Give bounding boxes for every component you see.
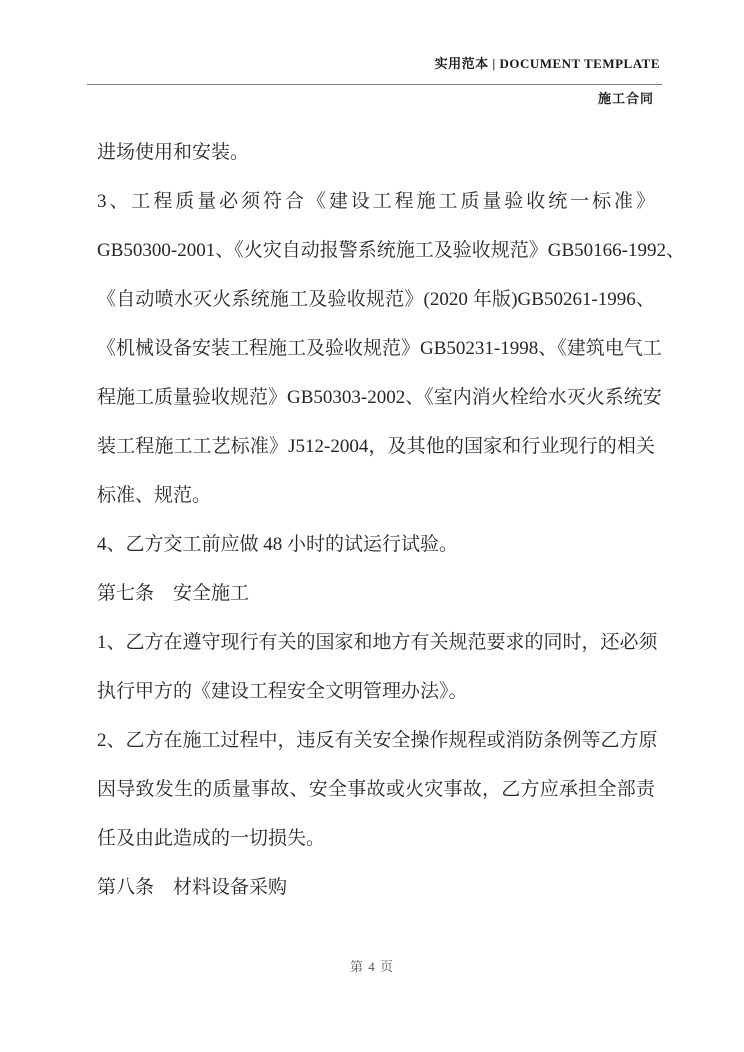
- header-brand: 实用范本 | DOCUMENT TEMPLATE: [434, 56, 660, 71]
- body-line: 标准、规范。: [97, 485, 212, 506]
- section-heading: 第七条 安全施工: [97, 583, 250, 604]
- body-line: 程施工质量验收规范》GB50303-2002、《室内消火栓给水灭火系统安: [97, 387, 662, 408]
- body-line: 4、乙方交工前应做 48 小时的试运行试验。: [97, 534, 459, 555]
- body-line: 执行甲方的《建设工程安全文明管理办法》。: [97, 681, 468, 702]
- section-heading: 第八条 材料设备采购: [97, 877, 288, 898]
- header-doc-type: 施工合同: [597, 91, 654, 106]
- body-line: 《自动喷水灭火系统施工及验收规范》(2020 年版)GB50261-1996、: [97, 289, 655, 310]
- body-line: 3、工程质量必须符合《建设工程施工质量验收统一标准》: [97, 191, 655, 212]
- body-line: 2、乙方在施工过程中，违反有关安全操作规程或消防条例等乙方原: [97, 730, 658, 751]
- body-line: 进场使用和安装。: [97, 142, 250, 163]
- body-line: GB50300-2001、《火灾自动报警系统施工及验收规范》GB50166-1992、: [97, 240, 685, 261]
- body-line: 《机械设备安装工程施工及验收规范》GB50231-1998、《建筑电气工: [97, 338, 662, 359]
- document-body: [97, 128, 685, 912]
- body-line: 装工程施工工艺标准》J512-2004，及其他的国家和行业现行的相关: [97, 436, 655, 457]
- body-line: 任及由此造成的一切损失。: [97, 828, 326, 849]
- page-number: 第 4 页: [349, 959, 394, 974]
- body-line: 因导致发生的质量事故、安全事故或火灾事故，乙方应承担全部责: [97, 779, 655, 800]
- header-divider: [87, 84, 662, 85]
- body-line: 1、乙方在遵守现行有关的国家和地方有关规范要求的同时，还必须: [97, 632, 658, 653]
